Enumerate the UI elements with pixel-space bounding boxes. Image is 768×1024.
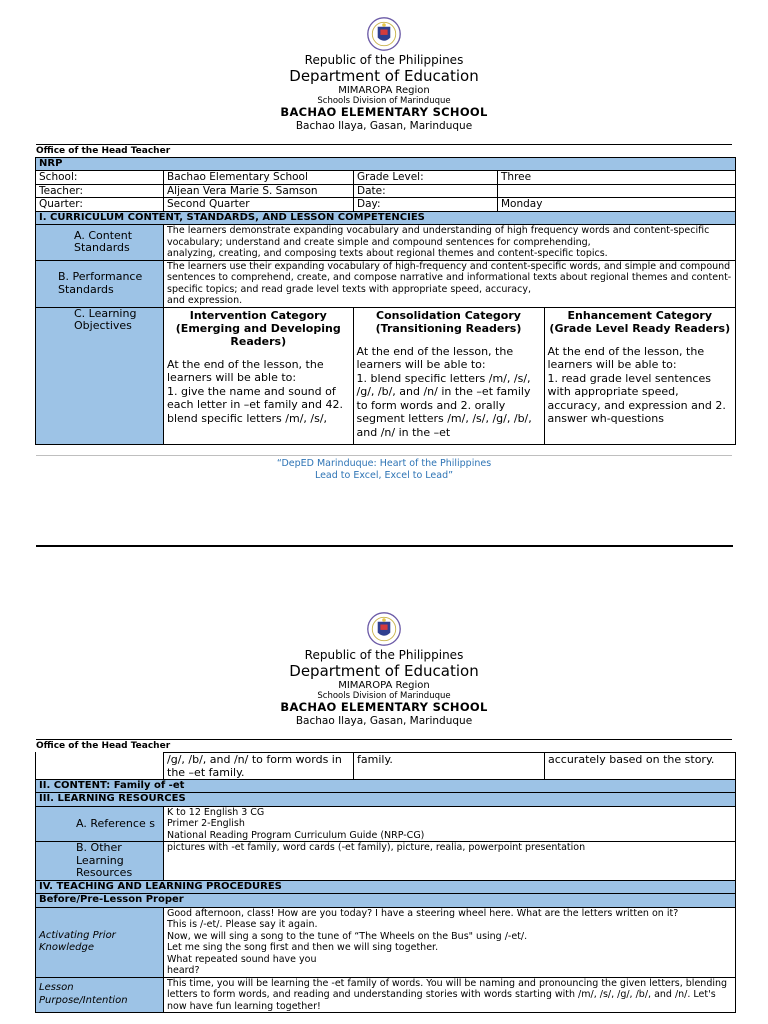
region-line: MIMAROPA Region <box>338 85 430 97</box>
lesson-plan-table <box>35 157 736 445</box>
performance-standards-text-2: and expression. <box>167 295 243 307</box>
category-items: 1. give the name and sound of each letter in –et family and 42. blend specific letters /m/, /s/, <box>167 384 343 425</box>
section-curriculum: I. CURRICULUM CONTENT, STANDARDS, AND LESSON COMPETENCIES <box>36 211 736 225</box>
office-label: Office of the Head Teacher <box>36 740 171 751</box>
category-title: Enhancement Category (Grade Level Ready Readers) <box>549 308 731 335</box>
activating-line: Good afternoon, class! How are you today? I have a steering wheel here. What are the letters written on it? <box>167 907 679 919</box>
activating-cell <box>164 907 736 977</box>
footer-line-2: Lead to Excel, Excel to Lead” <box>314 469 454 481</box>
before-lesson-heading: Before/Pre-Lesson Proper <box>36 894 736 908</box>
school-address: Bachao Ilaya, Gasan, Marinduque <box>295 119 473 132</box>
activating-line: What repeated sound have you <box>167 953 317 965</box>
category-items: 1. read grade level sentences with appropriate speed, accuracy, and expression and 2. answer wh-questions <box>547 371 726 426</box>
division-line: Schools Division of Marinduque <box>317 95 451 106</box>
objectives-categories <box>164 308 735 444</box>
lesson-plan-table-continued <box>35 752 736 1014</box>
teacher-label: Teacher: <box>36 184 164 198</box>
reference-item: National Reading Program Curriculum Guide (NRP-CG) <box>167 829 425 841</box>
category-intro: At the end of the lesson, the learners will be able to: <box>547 344 705 372</box>
page-break-line <box>36 545 733 547</box>
republic-line: Republic of the Philippines <box>304 648 464 662</box>
region-line: MIMAROPA Region <box>338 680 430 692</box>
category-items: 1. blend specific letters /m/, /s/, /g/, /b/, and /n/ in the –et family to form words and 2. orally segment letters /m/, /s/, /g/, /b/, and /n/ in the –et <box>356 371 532 439</box>
teacher-value: Aljean Vera Marie S. Samson <box>164 184 354 198</box>
document-page-2 <box>0 600 768 1024</box>
purpose-text: This time, you will be learning the -et family of words. You will be naming and pronouncing the given letters, blending letters to form words, and reading and understanding stories with words starting with /m/, /s/, /g/, /b/, and /n/. Let's now have fun learning together! <box>164 977 736 1013</box>
category-title: Intervention Category (Emerging and Developing Readers) <box>175 308 341 348</box>
letterhead <box>0 600 768 740</box>
day-value: Monday <box>498 198 736 212</box>
category-intro: At the end of the lesson, the learners will be able to: <box>167 357 324 385</box>
nrp-heading: NRP <box>36 157 736 171</box>
section-procedures: IV. TEACHING AND LEARNING PROCEDURES <box>36 880 736 894</box>
content-standards-text-2: analyzing, creating, and composing texts about regional themes and content-specific topics. <box>167 248 608 260</box>
learning-objectives-label: C. Learning Objectives <box>36 307 164 444</box>
school-name: BACHAO ELEMENTARY SCHOOL <box>280 105 488 120</box>
quarter-value: Second Quarter <box>164 198 354 212</box>
republic-line: Republic of the Philippines <box>304 53 464 67</box>
category-intervention <box>164 308 353 444</box>
activating-line: This is /-et/. Please say it again. <box>167 919 318 931</box>
performance-standards-cell <box>164 260 736 307</box>
school-value: Bachao Elementary School <box>164 171 354 185</box>
activating-line: Let me sing the song first and then we will sing together. <box>167 942 439 954</box>
department-line: Department of Education <box>289 661 479 680</box>
content-standards-cell <box>164 225 736 261</box>
content-standards-text: The learners demonstrate expanding vocabulary and understanding of high frequency words and content-specific vocabulary; understand and create simple and compound sentences for comprehending, <box>167 225 710 248</box>
footer-divider <box>36 455 732 456</box>
quarter-label: Quarter: <box>36 198 164 212</box>
reference-item: K to 12 English 3 CG <box>167 806 265 818</box>
category-consolidation <box>353 308 544 444</box>
school-label: School: <box>36 171 164 185</box>
letterhead <box>0 0 768 145</box>
category-title: Consolidation Category (Transitioning Readers) <box>375 308 522 335</box>
continued-consolidation: family. <box>354 752 545 779</box>
other-resources-text: pictures with -et family, word cards (-et family), picture, realia, powerpoint presentation <box>164 842 736 881</box>
section-content: II. CONTENT: Family of -et <box>36 779 736 793</box>
deped-seal-icon <box>366 16 402 52</box>
office-label: Office of the Head Teacher <box>36 145 171 156</box>
footer-line-1: “DepED Marinduque: Heart of the Philippines <box>276 457 492 469</box>
header-divider <box>36 739 732 740</box>
day-label: Day: <box>354 198 498 212</box>
continued-intervention: /g/, /b/, and /n/ to form words in the –et family. <box>164 752 354 779</box>
references-label: A. Reference s <box>36 806 164 842</box>
section-resources: III. LEARNING RESOURCES <box>36 793 736 807</box>
deped-seal-icon <box>366 611 402 647</box>
category-enhancement <box>544 308 735 444</box>
activating-line: Now, we will sing a song to the tune of “The Wheels on the Bus" using /-et/. <box>167 930 528 942</box>
references-cell <box>164 806 736 842</box>
grade-label: Grade Level: <box>354 171 498 185</box>
content-standards-label: A. Content Standards <box>36 225 164 261</box>
continued-enhancement: accurately based on the story. <box>545 752 736 779</box>
category-intro: At the end of the lesson, the learners will be able to: <box>356 344 514 372</box>
continued-blank <box>36 752 164 779</box>
performance-standards-label: B. Performance Standards <box>36 260 164 307</box>
purpose-label: Lesson Purpose/Intention <box>36 977 164 1013</box>
header-divider <box>36 144 732 145</box>
school-address: Bachao Ilaya, Gasan, Marinduque <box>295 714 473 727</box>
grade-value: Three <box>498 171 736 185</box>
activating-line: heard? <box>167 965 200 977</box>
date-label: Date: <box>354 184 498 198</box>
school-name: BACHAO ELEMENTARY SCHOOL <box>280 700 488 715</box>
date-value <box>498 184 736 198</box>
reference-item: Primer 2-English <box>167 818 245 830</box>
other-resources-label: B. Other Learning Resources <box>36 842 164 881</box>
performance-standards-text: The learners use their expanding vocabulary of high-frequency and content-specific words, and simple and compound sentences to comprehend, create, and compose narrative and informational texts about regional themes and content-specific topics; and read grade level texts with appropriate speed, accuracy, <box>167 260 732 295</box>
activating-label: Activating Prior Knowledge <box>36 907 164 977</box>
division-line: Schools Division of Marinduque <box>317 690 451 701</box>
footer-motto <box>0 458 768 482</box>
objectives-container <box>164 307 736 444</box>
department-line: Department of Education <box>289 66 479 85</box>
